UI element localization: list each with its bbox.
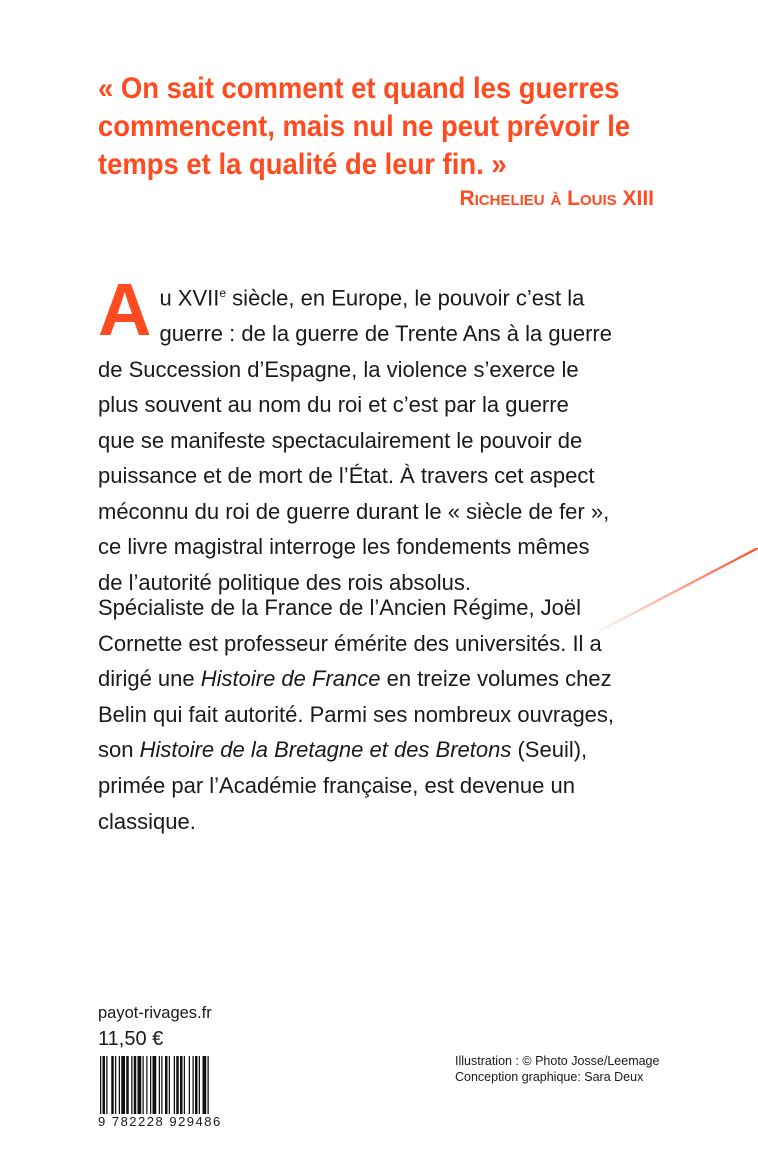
bio-line: Cornette est professeur émérite des universités. Il a	[98, 630, 602, 656]
synopsis	[98, 268, 668, 601]
synopsis-line: ce livre magistral interroge les fondements mêmes	[98, 534, 590, 560]
barcode-bar	[103, 1056, 106, 1114]
synopsis-line: de l’autorité politique des rois absolus.	[98, 570, 472, 596]
bio-text: en treize volumes chez	[380, 666, 612, 692]
barcode-bar	[146, 1056, 147, 1114]
barcode-bar	[126, 1056, 129, 1114]
drop-cap: A	[98, 268, 152, 351]
credits	[455, 1053, 659, 1085]
barcode-bar	[143, 1056, 144, 1114]
book-title: Histoire de France	[200, 666, 381, 692]
synopsis-line: méconnu du roi de guerre durant le « siècle de fer »,	[98, 498, 610, 524]
bio-line	[98, 732, 668, 768]
bio-text: (Seuil),	[511, 737, 588, 763]
barcode-bar	[150, 1056, 151, 1114]
barcode-bar	[180, 1056, 183, 1114]
synopsis-line: que se manifeste spectaculairement le pouvoir de	[98, 427, 583, 453]
bio-line	[98, 661, 668, 697]
author-bio	[98, 590, 668, 839]
barcode-bar	[119, 1056, 120, 1114]
synopsis-line: guerre : de la guerre de Trente Ans à la guerre	[159, 320, 612, 346]
barcode-bar	[115, 1056, 116, 1114]
bio-line: Belin qui fait autorité. Parmi ses nombreux ouvrages,	[98, 701, 615, 727]
barcode-bar	[195, 1056, 198, 1114]
synopsis-line: plus souvent au nom du roi et c’est par la guerre	[98, 392, 569, 418]
publisher-website: payot-rivages.fr	[98, 1004, 212, 1022]
barcode-bar	[131, 1056, 132, 1114]
bio-text: son	[98, 737, 140, 763]
barcode-bar	[174, 1056, 175, 1114]
bio-line: primée par l’Académie française, est devenue un	[98, 772, 575, 798]
barcode-bar	[169, 1056, 170, 1114]
synopsis-line	[98, 276, 668, 316]
design-credit: Conception graphique: Sara Deux	[455, 1070, 644, 1084]
barcode-bar	[111, 1056, 114, 1114]
synopsis-line: de Succession d’Espagne, la violence s’exerce le	[98, 356, 579, 382]
barcode-bar	[138, 1056, 142, 1114]
barcode-number: 9 782228 929486	[98, 1114, 222, 1129]
barcode-bar	[165, 1056, 168, 1114]
quote-line: commencent, mais nul ne peut prévoir le	[98, 110, 631, 143]
synopsis-line: puissance et de mort de l’État. À travers cet aspect	[98, 463, 595, 489]
barcode-bar	[208, 1056, 209, 1114]
barcode-bar	[161, 1056, 162, 1114]
quote-line: « On sait comment et quand les guerres	[98, 72, 620, 105]
book-title: Histoire de la Bretagne et des Bretons	[139, 737, 512, 763]
century-superscript: e	[219, 286, 227, 300]
barcode-bar	[153, 1056, 157, 1114]
synopsis-text: u XVII	[159, 285, 220, 311]
barcode-bar	[100, 1056, 101, 1114]
illustration-credit: Illustration : © Photo Josse/Leemage	[455, 1054, 660, 1068]
price: 11,50 €	[98, 1028, 164, 1050]
synopsis-text: siècle, en Europe, le pouvoir c’est la	[226, 285, 585, 311]
barcode-bar	[106, 1056, 107, 1114]
quote-line: temps et la qualité de leur fin. »	[98, 148, 507, 181]
bio-line: classique.	[98, 808, 196, 834]
quote-attribution: Richelieu à Louis XIII	[459, 187, 654, 210]
epigraph-quote	[98, 70, 693, 184]
bio-line: Spécialiste de la France de l’Ancien Régime, Joël	[98, 595, 582, 620]
barcode-bar	[184, 1056, 185, 1114]
barcode-bar	[193, 1056, 194, 1114]
barcode-bar	[159, 1056, 160, 1114]
barcode-bar	[134, 1056, 137, 1114]
barcode-bar	[121, 1056, 125, 1114]
bio-text: dirigé une	[98, 666, 201, 692]
barcode-bar	[199, 1056, 200, 1114]
barcode-bar	[203, 1056, 207, 1114]
barcode-bar	[176, 1056, 179, 1114]
barcode-bar	[189, 1056, 190, 1114]
